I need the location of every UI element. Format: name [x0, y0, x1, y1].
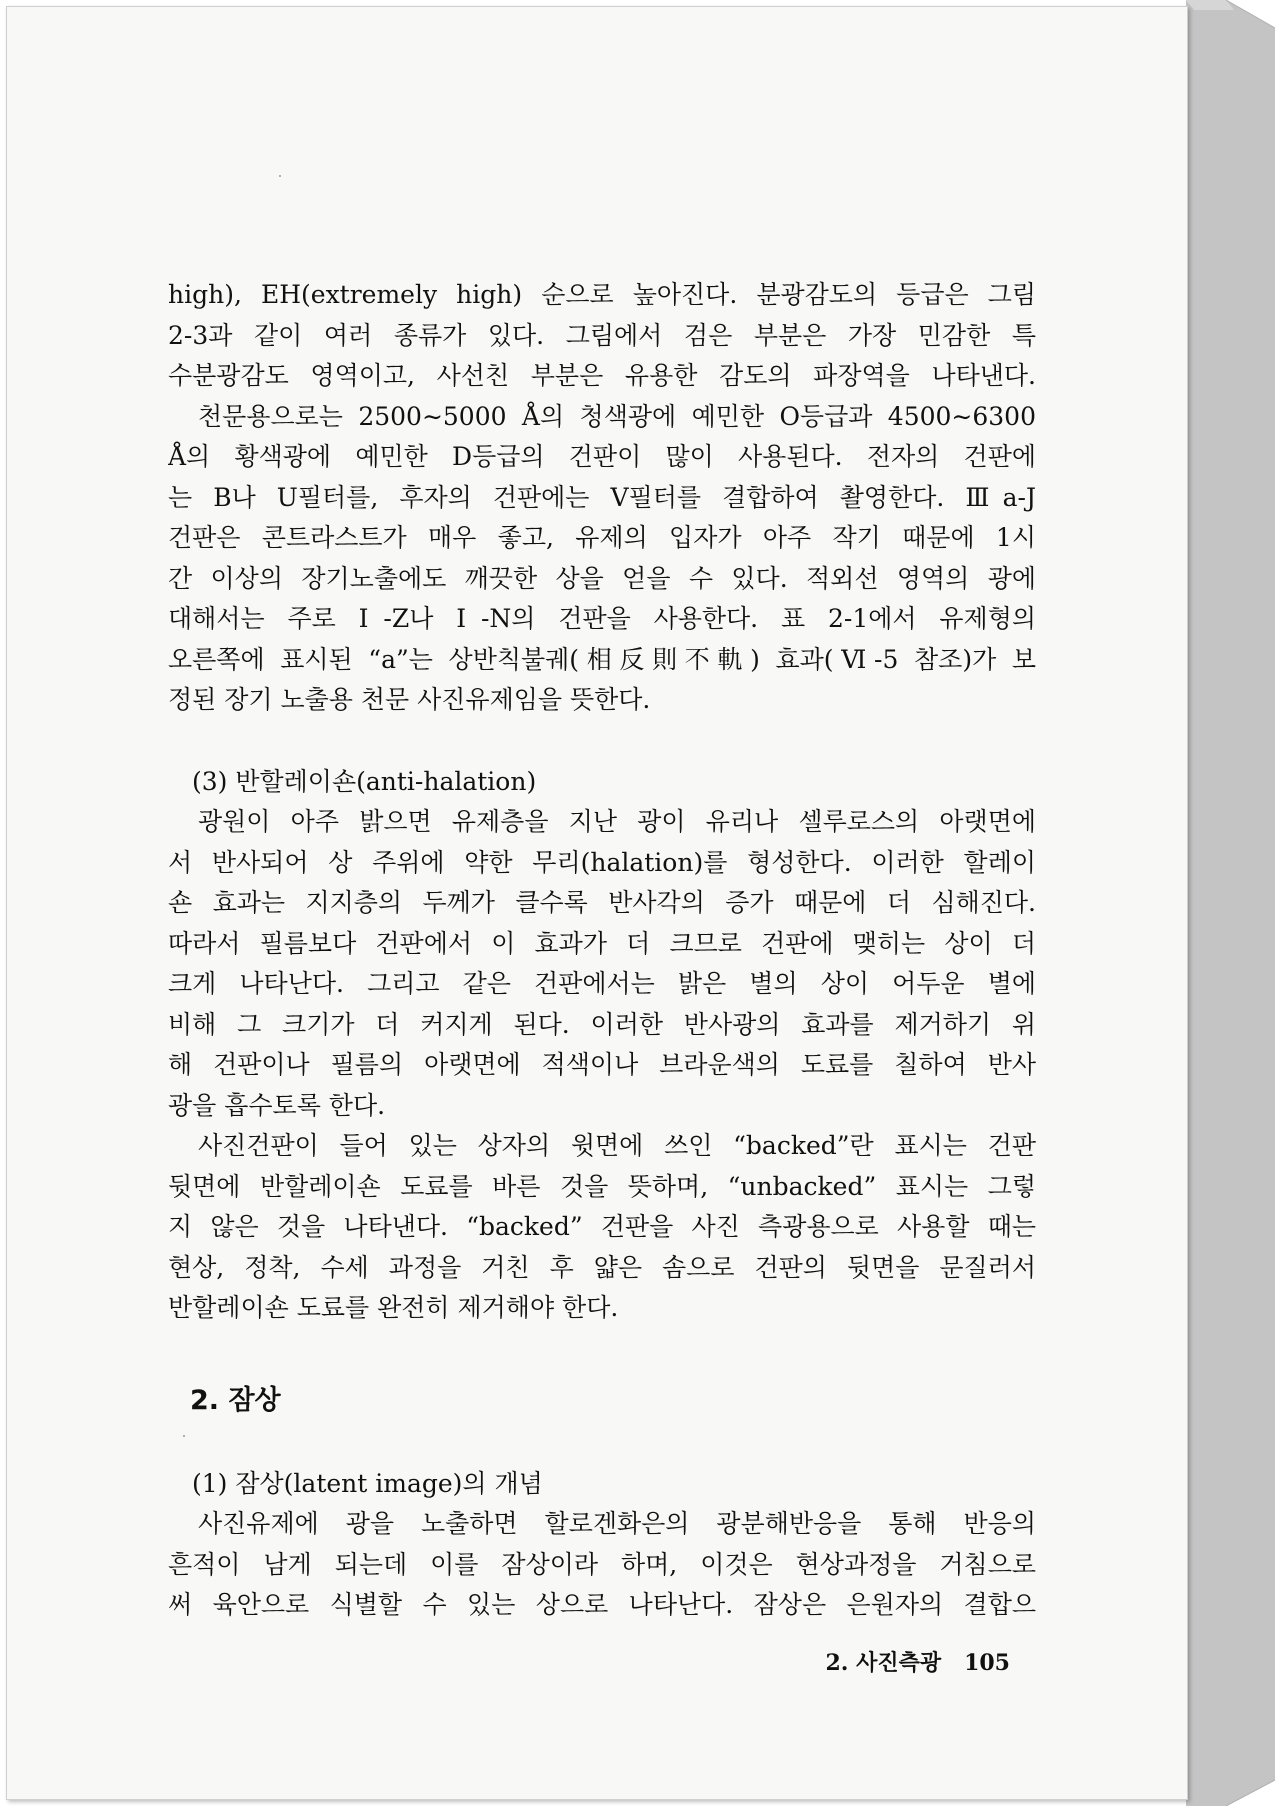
text-line: 크게 나타난다. 그리고 같은 건판에서는 밝은 별의 상이 어두운 별에 — [168, 969, 1036, 998]
text-line: 광원이 아주 밝으면 유제층을 지난 광이 유리나 셀루로스의 아랫면에 — [198, 807, 1036, 836]
text-line: 는 B나 U필터를, 후자의 건판에는 V필터를 결합하여 촬영한다. Ⅲa-J — [168, 482, 1036, 512]
paragraph-latent-image — [168, 1464, 1036, 1626]
text-line: Å의 황색광에 예민한 D등급의 건판이 많이 사용된다. 전자의 건판에 — [168, 442, 1036, 471]
running-footer-chapter: 2. 사진측광 — [825, 1650, 942, 1676]
text-line: 사진유제에 광을 노출하면 할로겐화은의 광분해반응을 통해 반응의 — [198, 1509, 1036, 1538]
paragraph-anti-halation — [168, 762, 1036, 1329]
text-line: 현상, 정착, 수세 과정을 거친 후 얇은 솜으로 건판의 뒷면을 문질러서 — [168, 1252, 1036, 1282]
text-line: 광을 흡수토록 한다. — [168, 1090, 386, 1120]
text-line: 건판은 콘트라스트가 매우 좋고, 유제의 입자가 아주 작기 때문에 1시 — [168, 523, 1036, 552]
text-line: 천문용으로는 2500∼5000 Å의 청색광에 예민한 O등급과 4500∼6300 — [198, 401, 1036, 431]
paragraph-spectral-sensitivity — [168, 275, 1036, 721]
text-line: 흔적이 남게 되는데 이를 잠상이라 하며, 이것은 현상과정을 거침으로 — [168, 1549, 1036, 1579]
page-speck — [183, 1435, 185, 1437]
text-line: 정된 장기 노출용 천문 사진유제임을 뜻한다. — [168, 685, 651, 714]
text-line: 2-3과 같이 여러 종류가 있다. 그림에서 검은 부분은 가장 민감한 특 — [168, 320, 1036, 350]
page-footer — [800, 1646, 1010, 1677]
text-line: 오른쪽에 표시된 “a”는 상반칙불궤(相反則不軌) 효과(Ⅵ-5 참조)가 보 — [168, 644, 1036, 674]
text-line: 대해서는 주로 Ⅰ-Z나 Ⅰ-N의 건판을 사용한다. 표 2-1에서 유제형의 — [168, 604, 1036, 633]
text-line: 사진건판이 들어 있는 상자의 윗면에 쓰인 “backed”란 표시는 건판 — [198, 1131, 1036, 1160]
text-line: 간 이상의 장기노출에도 깨끗한 상을 얻을 수 있다. 적외선 영역의 광에 — [168, 563, 1036, 593]
text-line: 따라서 필름보다 건판에서 이 효과가 더 크므로 건판에 맺히는 상이 더 — [168, 928, 1036, 958]
text-line: 해 건판이나 필름의 아랫면에 적색이나 브라운색의 도료를 칠하여 반사 — [168, 1050, 1036, 1079]
subsection-heading: (1) 잠상(latent image)의 개념 — [192, 1469, 543, 1498]
page-speck — [279, 175, 281, 177]
text-line: 비해 그 크기가 더 커지게 된다. 이러한 반사광의 효과를 제거하기 위 — [168, 1009, 1036, 1039]
text-line: high), EH(extremely high) 순으로 높아진다. 분광감도의 등급은 그림 — [168, 280, 1036, 309]
page-number: 105 — [964, 1650, 1010, 1676]
book-spine-edge — [1186, 0, 1275, 1806]
text-line: 반할레이숀 도료를 완전히 제거해야 한다. — [168, 1293, 619, 1322]
text-line: 뒷면에 반할레이숀 도료를 바른 것을 뜻하며, “unbacked” 표시는 그렇 — [168, 1171, 1036, 1201]
text-line: 숀 효과는 지지층의 두께가 클수록 반사각의 증가 때문에 더 심해진다. — [168, 888, 1036, 917]
section-title: 2. 잠상 — [190, 1385, 281, 1416]
text-line: 수분광감도 영역이고, 사선친 부분은 유용한 감도의 파장역을 나타낸다. — [168, 361, 1036, 390]
subsection-heading: (3) 반할레이숀(anti-halation) — [192, 767, 537, 796]
text-line: 지 않은 것을 나타낸다. “backed” 건판을 사진 측광용으로 사용할 때는 — [168, 1212, 1036, 1241]
text-line: 써 육안으로 식별할 수 있는 상으로 나타난다. 잠상은 은원자의 결합으 — [168, 1590, 1036, 1619]
text-line: 서 반사되어 상 주위에 약한 무리(halation)를 형성한다. 이러한 할레이 — [168, 847, 1036, 877]
